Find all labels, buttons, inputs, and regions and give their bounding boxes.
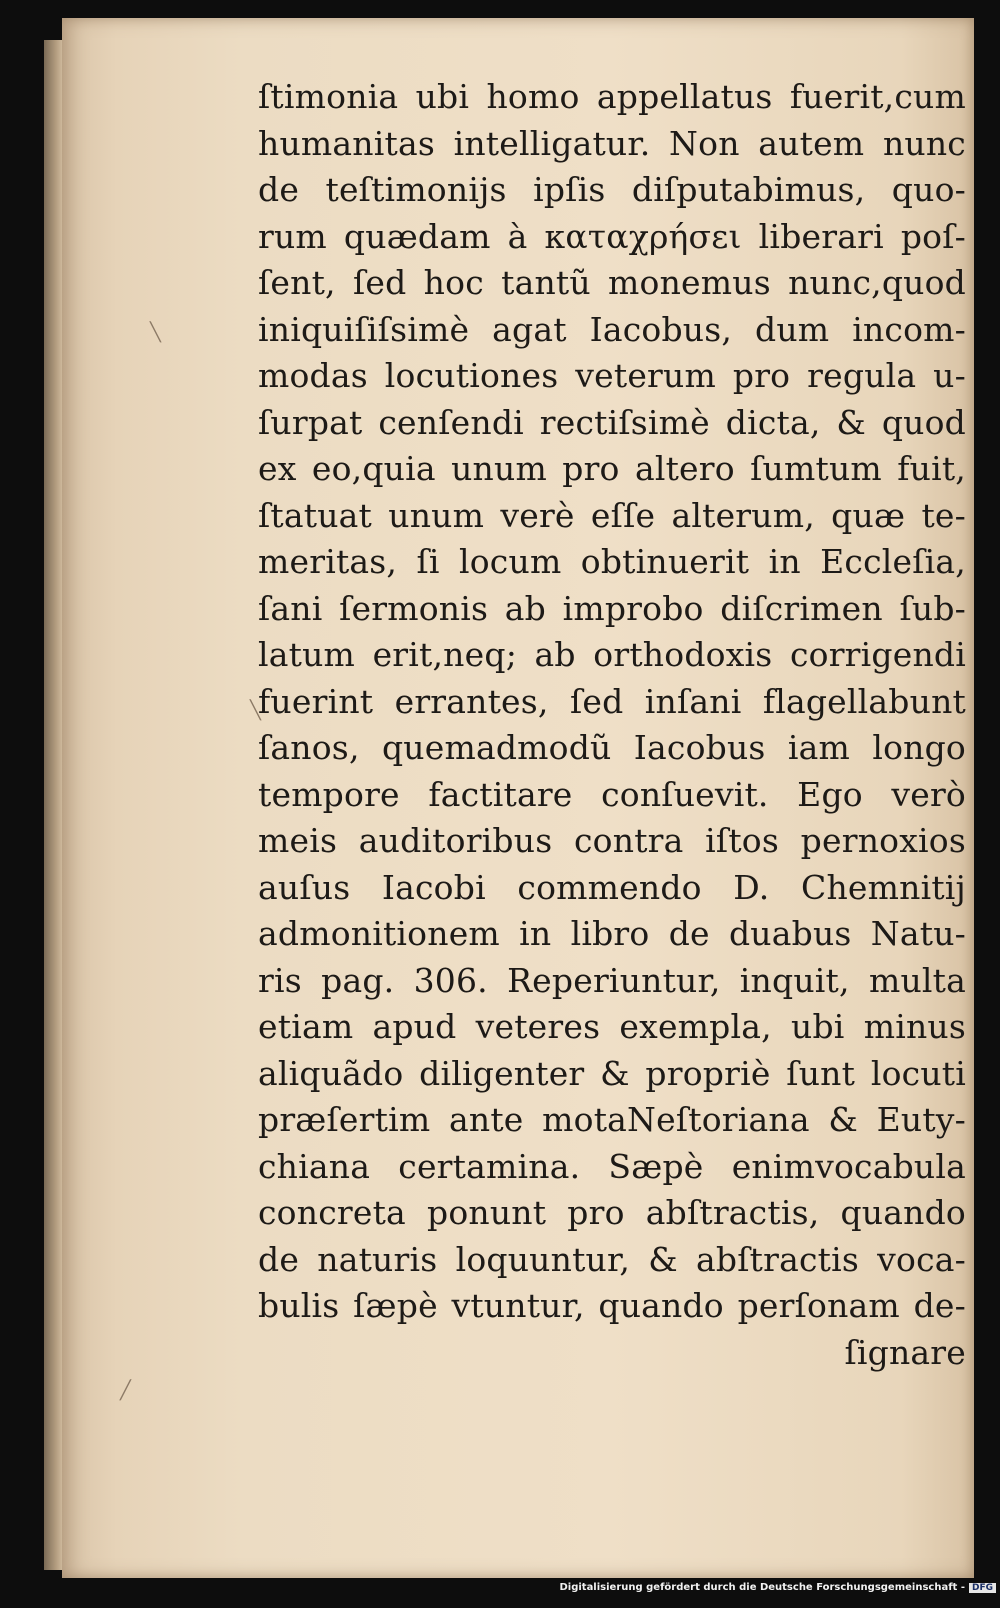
text-line: concreta ponunt pro abſtractis, quando [258,1193,966,1232]
text-line: aliquãdo diligenter & propriè ſunt locuti [258,1053,966,1093]
catchword: ſignare [844,1332,966,1372]
text-line: de teſtimonijs ipſis diſputabimus, quo- [258,170,966,209]
dfg-logo: DFG [969,1583,996,1593]
text-line: bulis ſæpè vtuntur, quando perſonam de- [258,1286,966,1325]
text-line: fuerint errantes, ſed inſani flagellabunt [258,681,966,721]
text-line: ris pag. 306. Reperiuntur, inquit, multa [258,960,966,1000]
page-text [258,74,966,1376]
text-line: ſtimonia ubi homo appellatus fuerit,cum [258,77,966,116]
text-line: tempore factitare conſuevit. Ego verò [258,774,966,814]
text-line: iniquiſiſsimè agat Iacobus, dum incom- [258,309,966,349]
text-line: ex eo,quia unum pro altero ſumtum fuit, [258,449,966,488]
text-line: auſus Iacobi commendo D. Chemnitij [258,867,966,907]
text-line: modas locutiones veterum pro regula u- [258,356,966,395]
page-stain-mark: ╱ [120,1380,131,1401]
page-stain-mark: ╲ [150,322,161,343]
text-line: etiam apud veteres exempla, ubi minus [258,1007,966,1046]
text-line: de naturis loquuntur, & abſtractis voca- [258,1239,966,1279]
page-stain-mark: ╲ [250,700,261,721]
text-line: humanitas intelligatur. Non autem nunc [258,123,966,163]
text-line: ſent, ſed hoc tantũ monemus nunc,quod [258,263,966,302]
digitization-credit-text: Digitalisierung gefördert durch die Deutsche Forschungsgemeinschaft - [559,1582,965,1593]
text-line: ſurpat cenſendi rectiſsimè dicta, & quod [258,402,966,442]
text-line: meritas, ſi locum obtinuerit in Eccleſia, [258,542,966,581]
text-line: meis auditoribus contra iſtos pernoxios [258,821,966,860]
text-line: admonitionem in libro de duabus Natu- [258,914,966,953]
book-binding-edge [44,40,64,1570]
text-line: ſtatuat unum verè eſſe alterum, quæ te- [258,495,966,535]
text-line: ſani ſermonis ab improbo diſcrimen ſub- [258,588,966,628]
text-line: ſanos, quemadmodũ Iacobus iam longo [258,728,966,767]
text-line: chiana certamina. Sæpè enimvocabula [258,1146,966,1186]
text-line: latum erit,neq; ab orthodoxis corrigendi [258,635,966,674]
text-line: rum quædam à καταχρήσει liberari poſ- [258,216,966,256]
text-line: præſertim ante motaNeſtoriana & Euty- [258,1100,966,1139]
digitization-credit [0,1582,996,1593]
